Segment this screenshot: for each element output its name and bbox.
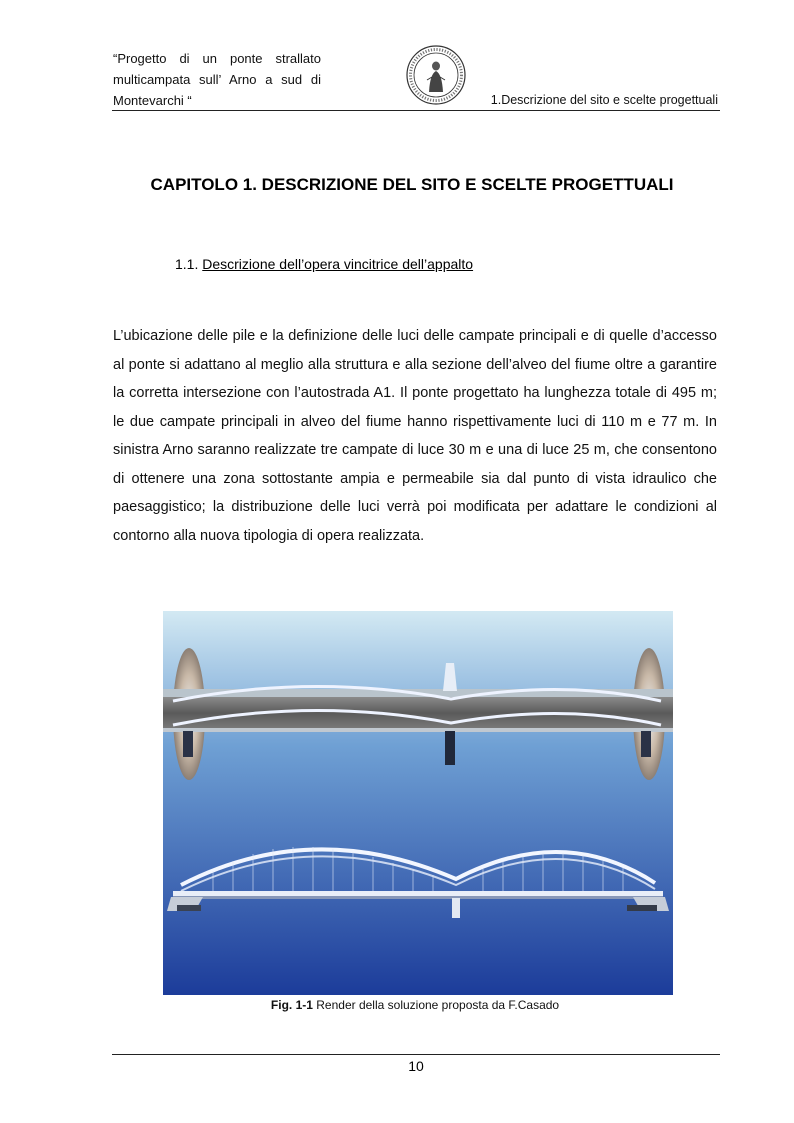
chapter-title: CAPITOLO 1. DESCRIZIONE DEL SITO E SCELTE PROGETTUALI [150, 175, 674, 194]
university-seal-icon [405, 44, 467, 106]
section-heading [175, 256, 473, 272]
body-paragraph: L’ubicazione delle pile e la definizione delle luci delle campate principali e di quelle d’accesso al ponte si adattano al meglio alla struttura e alla sezione dell’alveo del fiume oltre a garantire la corretta intersezione con l’autostrada A1. Il ponte progettato ha lunghezza totale di 495 m; le due campate principali in alveo del fiume hanno rispettivamente luci di 110 m e 77 m. In sinistra Arno saranno realizzate tre campate di luce 30 m e una di luce 25 m, che consentono di ottenere una zona sottostante ampia e permeabile sia dal punto di vista idraulico che paesaggistico; la distribuzione delle luci verrà poi modificata per adattare le condizioni al contorno alla nuova tipologia di opera realizzata. [113, 328, 717, 544]
section-title: Descrizione dell’opera vincitrice dell’appalto [202, 256, 474, 272]
page-number: 10 [408, 1058, 424, 1074]
figure-caption-text: Render della soluzione proposta da F.Casado [316, 998, 560, 1012]
header-document-title: “Progetto di un ponte strallato multicampata sull’ Arno a sud di Montevarchi “ [113, 51, 321, 108]
figure-label: Fig. 1-1 [270, 998, 313, 1012]
section-number: 1.1. [175, 256, 199, 272]
header-divider [112, 110, 720, 111]
footer-divider [112, 1054, 720, 1055]
header-chapter-reference: 1.Descrizione del sito e scelte progettuali [490, 93, 718, 107]
figure-caption [113, 998, 717, 1012]
bridge-render-figure [163, 611, 673, 995]
